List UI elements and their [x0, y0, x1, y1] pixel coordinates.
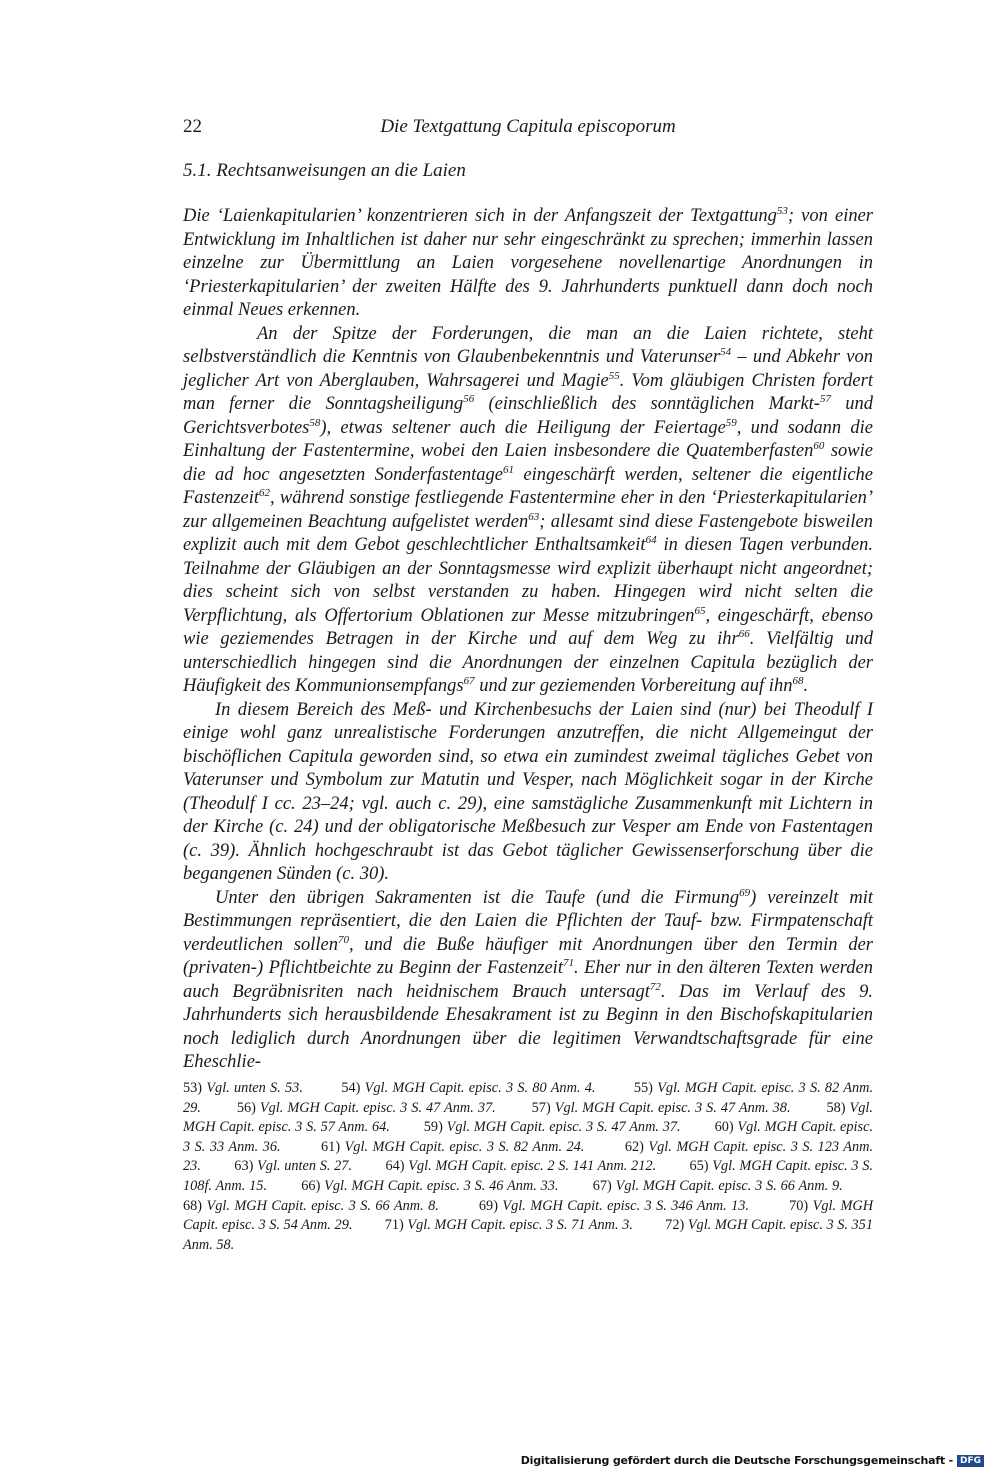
footnote-number: 66): [301, 1177, 321, 1194]
text-run: ), etwas seltener auch die Heiligung der Feiertage: [320, 417, 726, 438]
footnote-ref-68[interactable]: 68: [792, 674, 804, 687]
text-run: . Das im Verlauf des 9. Jahrhunderts sich herausbildende Ehesakrament ist zu Beginn in den Bischofskapitularien noch lediglich durch Anordnungen über die legitimen Verwandtschaftsgrade für eine Eheschlie-: [183, 981, 873, 1072]
paragraph-3: In diesem Bereich des Meß- und Kirchenbesuchs der Laien sind (nur) bei Theodulf I einige wohl ganz unrealistische Forderungen anzutreffen, die nicht Allgemeingut der bischöflichen Capitula geworden sind, so etwa ein zumindest zweimal tägliches Gebet von Vaterunser und Symbolum zur Matutin und Vesper, nach Möglichkeit sogar in der Kirche (Theodulf I cc. 23–24; vgl. auch c. 29), eine samstägliche Zusammenkunft mit Lichtern in der Kirche (c. 24) und der obligatorische Meßbesuch zur Vesper am Ende von Fastentagen (c. 39). Ähnlich hochgeschraubt ist das Gebot täglicher Gewissenserforschung über die begangenen Sünden (c. 30).: [183, 699, 873, 884]
footnote-text: Vgl. MGH Capit. episc. 3 S. 54 Anm. 29.: [183, 1197, 874, 1234]
text-run: und Gerichtsverbotes: [183, 394, 873, 438]
footnote-ref-58[interactable]: 58: [309, 416, 321, 429]
text-run: sowie die ad hoc angesetzten Sonderfastentage: [183, 441, 873, 485]
text-run: eingeschärft werden, seltener die eigentliche Fastenzeit: [183, 464, 874, 508]
footnote-text: Vgl. MGH Capit. episc. 3 S. 80 Anm. 4.: [364, 1080, 596, 1096]
footnote-ref-53[interactable]: 53: [776, 204, 788, 217]
text-run: , und sodann die Einhaltung der Fastentermine, wobei den Laien insbesondere die Quatemberfasten: [183, 417, 873, 461]
footnote-text: Vgl. MGH Capit. episc. 3 S. 47 Anm. 38.: [554, 1099, 791, 1116]
footnote-ref-63[interactable]: 63: [528, 510, 540, 523]
paragraph-2: [183, 323, 873, 699]
text-run: und zur geziemenden Vorbereitung auf ihn: [474, 676, 793, 696]
footnote-number: 55): [633, 1080, 653, 1096]
text-run: (einschließlich des sonntäglichen Markt-: [474, 394, 820, 414]
dfg-funding-note: Digitalisierung gefördert durch die Deutsche Forschungsgemeinschaft -: [520, 1454, 953, 1467]
footnote-item: [301, 1178, 558, 1194]
text-run: ; allesamt sind diese Fastengebote bisweilen explizit auch mit dem Gebot geschlechtlicher Enthaltsamkeit: [183, 511, 873, 555]
body-text: [183, 205, 873, 1075]
footnote-number: 64): [385, 1158, 405, 1175]
footnote-number: 65): [689, 1158, 709, 1175]
footnote-text: Vgl. unten S. 53.: [206, 1080, 303, 1096]
text-run: An der Spitze der Forderungen, die man an die Laien richtete, steht selbstverständlich die Kenntnis von Glaubenbekenntnis und Vaterunser: [183, 323, 873, 367]
footnote-item: [424, 1119, 681, 1135]
footnote-item: [341, 1080, 595, 1096]
footnote-item: [321, 1139, 584, 1155]
footnote-ref-72[interactable]: 72: [649, 980, 661, 993]
footnote-number: 68): [183, 1197, 203, 1214]
footnote-number: 71): [384, 1217, 404, 1234]
footnote-item: [237, 1100, 496, 1116]
footnote-ref-69[interactable]: 69: [739, 886, 751, 899]
footnote-text: Vgl. MGH Capit. episc. 3 S. 108f. Anm. 15.: [183, 1158, 874, 1194]
text-run: in diesen Tagen verbunden. Teilnahme der Gläubigen an der Sonntagsmesse wird explizit überhaupt nicht angeordnet; dies scheint sich von selbst verstanden zu haben. Hingegen wird nicht selten die Verpflichtung, als Offertorium Oblationen zur Messe mitzubringen: [183, 535, 873, 626]
footnote-text: Vgl. MGH Capit. episc. 3 S. 82 Anm. 24.: [344, 1138, 585, 1155]
running-head: Die Textgattung Capitula episcoporum: [380, 116, 676, 137]
footnotes: [183, 1079, 873, 1255]
footnote-text: Vgl. MGH Capit. episc. 3 S. 66 Anm. 8.: [206, 1197, 439, 1214]
footnote-ref-67[interactable]: 67: [463, 674, 475, 687]
footnote-number: 56): [236, 1099, 256, 1116]
footnote-item: [593, 1178, 843, 1194]
footnote-text: Vgl. MGH Capit. episc. 3 S. 33 Anm. 36.: [183, 1119, 874, 1155]
footnote-item: [234, 1158, 352, 1174]
footnote-ref-66[interactable]: 66: [738, 627, 750, 640]
footnote-number: 67): [592, 1177, 612, 1194]
footnote-item: [183, 1080, 303, 1096]
footnote-ref-55[interactable]: 55: [608, 369, 620, 382]
footnote-number: 59): [423, 1119, 443, 1136]
footnote-number: 58): [826, 1099, 846, 1116]
footnote-ref-54[interactable]: 54: [720, 345, 732, 358]
text-run: , eingeschärft, ebenso wie geziemendes Betragen in der Kirche und auf dem Weg zu ihr: [183, 605, 873, 649]
footnote-number: 62): [624, 1138, 644, 1155]
text-run: ) vereinzelt mit Bestimmungen repräsentiert, die den Laien die Pflichten der Tauf- bzw. Firmpatenschaft verdeutlichen sollen: [183, 887, 874, 955]
footnote-text: Vgl. unten S. 27.: [257, 1158, 353, 1175]
footnote-ref-64[interactable]: 64: [645, 533, 657, 546]
footnote-item: [183, 1198, 439, 1214]
text-run: ; von einer Entwicklung im Inhaltlichen ist daher nur sehr eingeschränkt zu sprechen; immerhin lassen einzelne zur Übermittlung an Laien vorgesehene novellenartige Anordnungen in ‘Priesterkapitularien’ der zweiten Hälfte des 9. Jahrhunderts punktuell dann doch noch einmal Neues erkennen.: [183, 206, 873, 320]
text-run: Unter den übrigen Sakramenten ist die Taufe (und die Firmung: [215, 887, 740, 908]
footnote-block: [183, 1079, 873, 1255]
text-run: – und Abkehr von jeglicher Art von Aberglauben, Wahrsagerei und Magie: [183, 347, 873, 391]
text-run: , und die Buße häufiger mit Anordnungen über den Termin der (privaten-) Pflichtbeichte zu Beginn der Fastenzeit: [183, 934, 873, 978]
footnote-number: 72): [665, 1217, 685, 1234]
footnote-ref-65[interactable]: 65: [694, 604, 706, 617]
paragraph-1: [183, 205, 873, 323]
footnote-number: 69): [478, 1197, 498, 1214]
text-run: . Vielfältig und unterschiedlich hingegen sind die Anordnungen der einzelnen Capitula bezüglich der Häufigkeit des Kommunionsempfangs: [183, 629, 874, 696]
footnote-ref-56[interactable]: 56: [463, 392, 475, 405]
footnote-item: [385, 1158, 656, 1174]
footnote-text: Vgl. MGH Capit. episc. 3 S. 82 Anm. 29.: [183, 1080, 874, 1116]
footnote-text: Vgl. MGH Capit. episc. 3 S. 351 Anm. 58.: [183, 1217, 873, 1253]
footnote-ref-61[interactable]: 61: [503, 463, 515, 476]
footnote-text: Vgl. MGH Capit. episc. 3 S. 47 Anm. 37.: [259, 1099, 496, 1116]
dfg-banner: [521, 1454, 984, 1467]
footnote-number: 54): [341, 1080, 361, 1096]
footnote-number: 63): [234, 1158, 254, 1175]
footnote-number: 60): [714, 1119, 734, 1136]
footnote-ref-62[interactable]: 62: [259, 486, 271, 499]
footnote-ref-70[interactable]: 70: [337, 933, 349, 946]
footnote-text: Vgl. MGH Capit. episc. 2 S. 141 Anm. 212.: [408, 1158, 657, 1175]
footnote-ref-59[interactable]: 59: [725, 416, 737, 429]
text-run: . Eher nur in den älteren Texten werden auch Begräbnisriten nach heidnischem Brauch untersagt: [183, 958, 874, 1002]
footnote-text: Vgl. MGH Capit. episc. 3 S. 47 Anm. 37.: [446, 1119, 681, 1136]
paragraph-4: [183, 887, 873, 1075]
footnote-text: Vgl. MGH Capit. episc. 3 S. 66 Anm. 9.: [615, 1177, 843, 1194]
footnote-ref-57[interactable]: 57: [819, 392, 831, 405]
footnote-text: Vgl. MGH Capit. episc. 3 S. 71 Anm. 3.: [407, 1217, 633, 1234]
footnote-ref-71[interactable]: 71: [562, 956, 574, 969]
footnote-text: Vgl. MGH Capit. episc. 3 S. 57 Anm. 64.: [183, 1099, 873, 1136]
page-number: 22: [183, 116, 202, 137]
text-run: . Vom gläubigen Christen fordert man ferner die Sonntagsheiligung: [183, 370, 873, 414]
footnote-text: Vgl. MGH Capit. episc. 3 S. 46 Anm. 33.: [324, 1177, 559, 1194]
text-run: Die ‘Laienkapitularien’ konzentrieren sich in der Anfangszeit der Textgattung: [183, 206, 777, 226]
text-run: , während sonstige festliegende Fastentermine eher in den ‘Priesterkapitularien’ zur allgemeinen Beachtung aufgelistet werden: [183, 488, 873, 532]
dfg-logo-icon: DFG: [957, 1455, 984, 1467]
footnote-number: 53): [183, 1080, 203, 1096]
footnote-number: 57): [531, 1099, 551, 1116]
footnote-number: 70): [789, 1197, 809, 1214]
text-run: .: [803, 676, 809, 696]
footnote-item: [532, 1100, 791, 1116]
footnote-item: [479, 1198, 749, 1214]
section-heading: 5.1. Rechtsanweisungen an die Laien: [183, 160, 466, 181]
footnote-text: Vgl. MGH Capit. episc. 3 S. 346 Anm. 13.: [502, 1197, 750, 1214]
footnote-number: 61): [321, 1138, 341, 1155]
footnote-text: Vgl. MGH Capit. episc. 3 S. 123 Anm. 23.: [183, 1138, 874, 1175]
footnote-ref-60[interactable]: 60: [813, 439, 825, 452]
footnote-item: [385, 1217, 633, 1233]
